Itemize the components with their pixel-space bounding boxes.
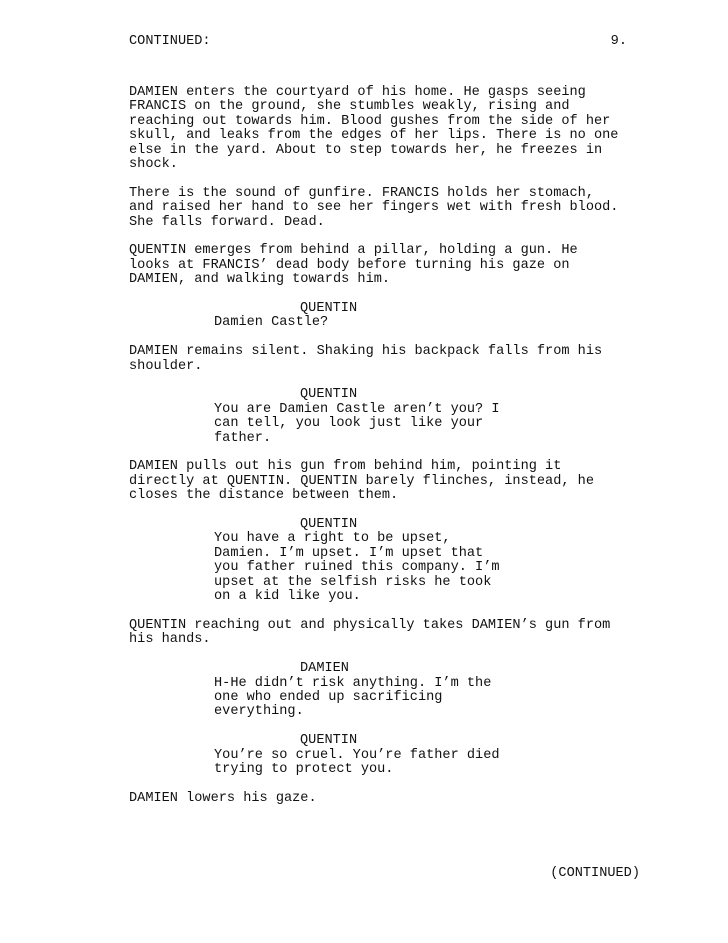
continued-footer: (CONTINUED): [550, 866, 640, 881]
character-name: QUENTIN: [300, 387, 358, 403]
dialogue-line: H-He didn’t risk anything. I’m the: [214, 675, 492, 691]
dialogue-block: [129, 518, 649, 604]
action-paragraph: [129, 792, 649, 806]
action-line: reaching out towards him. Blood gushes from the side of her: [129, 113, 611, 129]
action-line: She falls forward. Dead.: [129, 214, 325, 230]
action-paragraph: [129, 345, 649, 374]
character-name: DAMIEN: [300, 661, 349, 677]
action-line: DAMIEN enters the courtyard of his home. He gasps seeing: [129, 85, 586, 100]
dialogue-line: You’re so cruel. You’re father died: [214, 747, 500, 763]
action-line: directly at QUENTIN. QUENTIN barely flinches, instead, he: [129, 473, 594, 489]
action-paragraph: [129, 244, 649, 287]
dialogue-block: [129, 388, 649, 446]
dialogue-line: trying to protect you.: [214, 761, 394, 777]
action-line: DAMIEN lowers his gaze.: [129, 790, 317, 806]
dialogue-line: Damien. I’m upset. I’m upset that: [214, 545, 484, 561]
continued-header: CONTINUED:: [129, 34, 211, 49]
action-line: DAMIEN pulls out his gun from behind him, pointing it: [129, 459, 562, 475]
dialogue-line: You have a right to be upset,: [214, 531, 451, 547]
action-line: shoulder.: [129, 358, 203, 374]
dialogue-line: father.: [214, 430, 272, 446]
action-paragraph: [129, 460, 649, 503]
action-line: else in the yard. About to step towards her, he freezes in: [129, 142, 603, 158]
dialogue-line: everything.: [214, 704, 304, 720]
action-line: and raised her hand to see her fingers wet with fresh blood.: [129, 200, 619, 216]
script-body: [129, 86, 649, 821]
action-line: shock.: [129, 157, 178, 173]
character-name: QUENTIN: [300, 517, 358, 533]
action-paragraph: [129, 187, 649, 230]
action-line: DAMIEN, and walking towards him.: [129, 272, 391, 288]
dialogue-line: can tell, you look just like your: [214, 416, 484, 432]
dialogue-block: [129, 734, 649, 777]
dialogue-line: Damien Castle?: [214, 315, 329, 331]
dialogue-line: upset at the selfish risks he took: [214, 574, 492, 590]
dialogue-line: on a kid like you.: [214, 589, 361, 605]
dialogue-line: You are Damien Castle aren’t you? I: [214, 401, 500, 417]
action-line: QUENTIN emerges from behind a pillar, holding a gun. He: [129, 243, 578, 259]
action-paragraph: [129, 619, 649, 648]
action-line: looks at FRANCIS’ dead body before turning his gaze on: [129, 257, 570, 273]
dialogue-block: [129, 302, 649, 331]
action-line: closes the distance between them.: [129, 488, 399, 504]
dialogue-block: [129, 662, 649, 720]
character-name: QUENTIN: [300, 301, 358, 317]
page-number: 9.: [610, 34, 627, 49]
action-line: DAMIEN remains silent. Shaking his backpack falls from his: [129, 344, 603, 360]
action-line: skull, and leaks from the edges of her lips. There is no one: [129, 128, 619, 144]
action-line: There is the sound of gunfire. FRANCIS holds her stomach,: [129, 185, 594, 201]
character-name: QUENTIN: [300, 733, 358, 749]
action-line: QUENTIN reaching out and physically takes DAMIEN’s gun from: [129, 617, 611, 633]
dialogue-line: one who ended up sacrificing: [214, 689, 443, 705]
dialogue-line: you father ruined this company. I’m: [214, 560, 500, 576]
action-line: his hands.: [129, 632, 211, 648]
action-paragraph: [129, 86, 649, 172]
action-line: FRANCIS on the ground, she stumbles weakly, rising and: [129, 99, 570, 115]
